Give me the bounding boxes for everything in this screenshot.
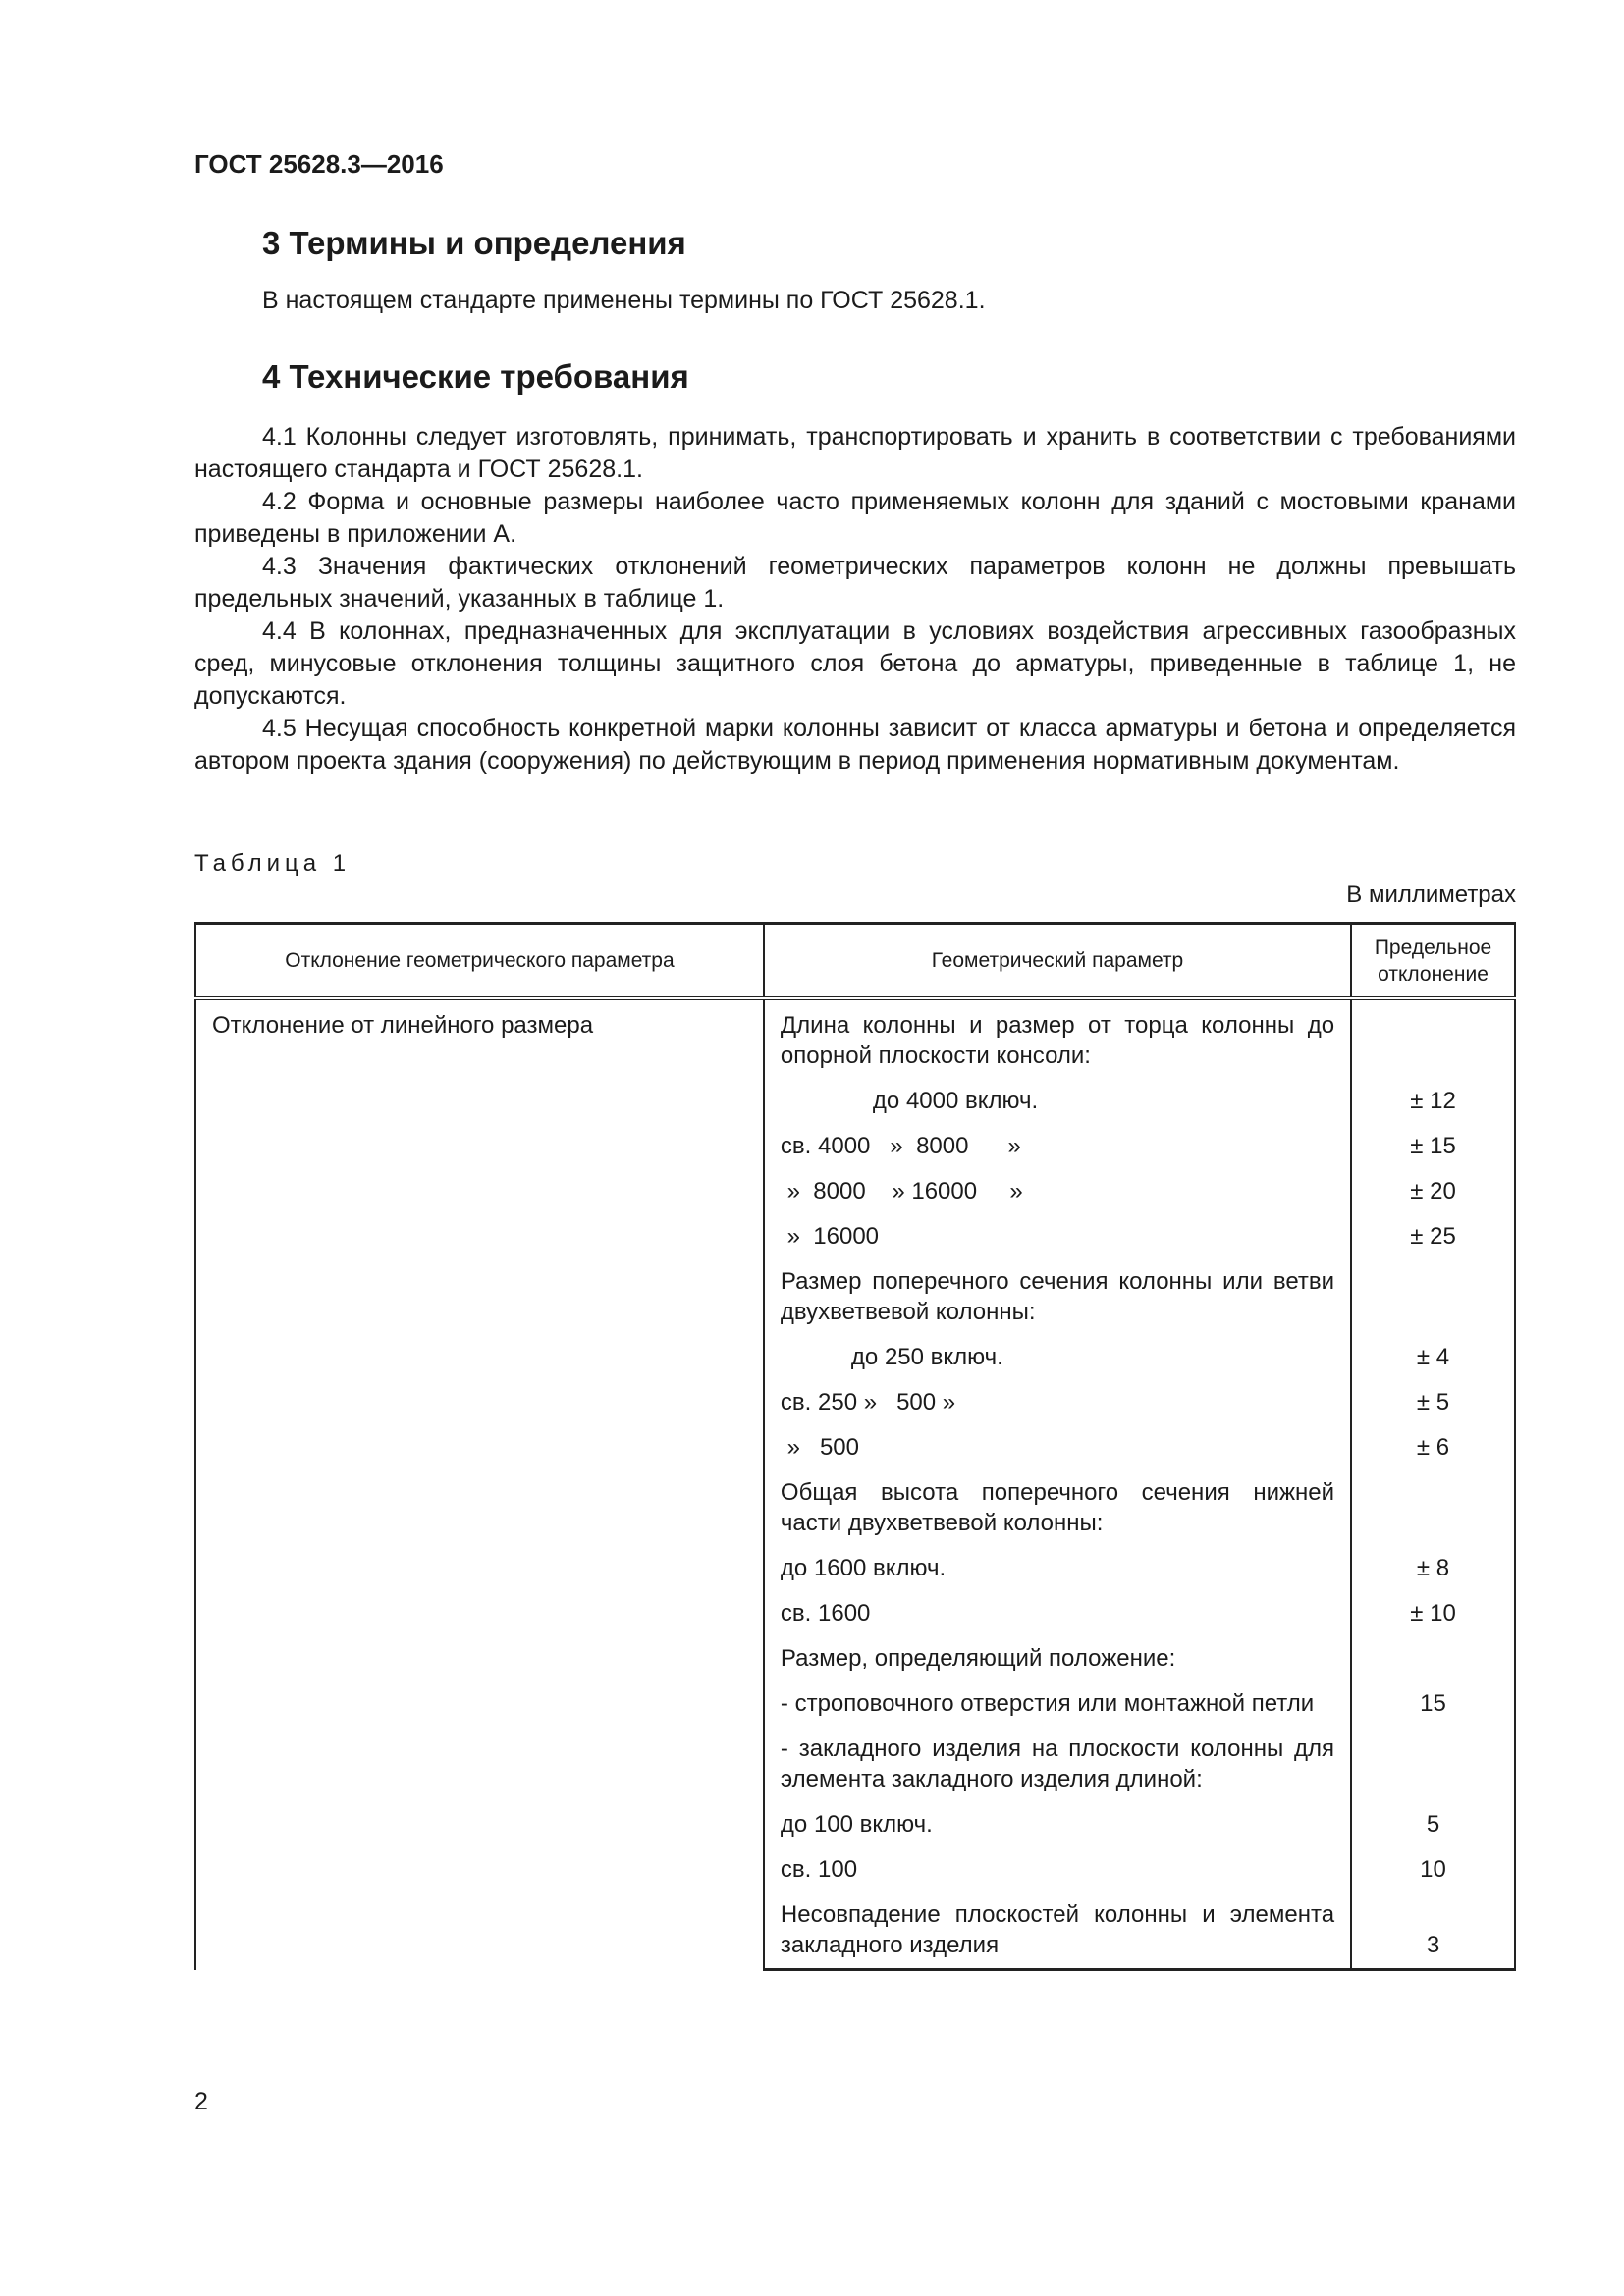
limit-cell: 15: [1351, 1682, 1515, 1727]
limit-cell: ± 4: [1351, 1335, 1515, 1380]
parameter-cell: до 1600 включ.: [764, 1546, 1351, 1591]
limit-cell: ± 15: [1351, 1124, 1515, 1169]
limit-cell: 3: [1351, 1893, 1515, 1970]
limit-cell: [1351, 1727, 1515, 1802]
tolerance-table: [194, 922, 1516, 1971]
parameter-cell: - строповочного отверстия или монтажной петли: [764, 1682, 1351, 1727]
table-header-row: [195, 924, 1515, 999]
parameter-cell: Длина колонны и размер от торца колонны до опорной плоскости консоли:: [764, 998, 1351, 1079]
limit-cell: ± 5: [1351, 1380, 1515, 1425]
section-3-text: В настоящем стандарте применены термины по ГОСТ 25628.1.: [262, 287, 986, 314]
document-code: ГОСТ 25628.3—2016: [194, 149, 444, 179]
parameter-cell: св. 100: [764, 1847, 1351, 1893]
table-units: В миллиметрах: [1346, 881, 1516, 908]
limit-cell: 5: [1351, 1802, 1515, 1847]
limit-cell: [1351, 1470, 1515, 1546]
parameter-cell: Несовпадение плоскостей колонны и элемента закладного изделия: [764, 1893, 1351, 1970]
limit-cell: [1351, 1636, 1515, 1682]
header-deviation: Отклонение геометрического параметра: [195, 924, 764, 999]
parameter-cell: » 8000 » 16000 »: [764, 1169, 1351, 1214]
table-caption: Таблица 1: [194, 850, 352, 877]
limit-cell: ± 20: [1351, 1169, 1515, 1214]
parameter-cell: » 16000: [764, 1214, 1351, 1259]
parameter-cell: Общая высота поперечного сечения нижней части двухветвевой колонны:: [764, 1470, 1351, 1546]
parameter-cell: св. 4000 » 8000 »: [764, 1124, 1351, 1169]
paragraph-4-4: 4.4 В колоннах, предназначенных для эксплуатации в условиях воздействия агрессивных газообразных сред, минусовые отклонения толщины защитного слоя бетона до арматуры, приведенные в таблице 1, не допускаются.: [194, 617, 1516, 710]
limit-cell: [1351, 1259, 1515, 1335]
table-body: [195, 998, 1515, 1970]
page-number: 2: [194, 2088, 208, 2115]
parameter-cell: Размер, определяющий положение:: [764, 1636, 1351, 1682]
paragraph-4-3: 4.3 Значения фактических отклонений геометрических параметров колонн не должны превышать предельных значений, указанных в таблице 1.: [194, 553, 1516, 613]
limit-cell: ± 10: [1351, 1591, 1515, 1636]
section-4-title: 4 Технические требования: [262, 358, 689, 395]
parameter-cell: » 500: [764, 1425, 1351, 1470]
parameter-cell: св. 1600: [764, 1591, 1351, 1636]
limit-cell: ± 25: [1351, 1214, 1515, 1259]
limit-cell: [1351, 998, 1515, 1079]
parameter-cell: Размер поперечного сечения колонны или ветви двухветвевой колонны:: [764, 1259, 1351, 1335]
parameter-cell: до 100 включ.: [764, 1802, 1351, 1847]
parameter-cell: до 250 включ.: [764, 1335, 1351, 1380]
paragraph-4-2: 4.2 Форма и основные размеры наиболее часто применяемых колонн для зданий с мостовыми кранами приведены в приложении А.: [194, 488, 1516, 548]
header-parameter: Геометрический параметр: [764, 924, 1351, 999]
limit-cell: 10: [1351, 1847, 1515, 1893]
paragraph-4-1: 4.1 Колонны следует изготовлять, принимать, транспортировать и хранить в соответствии с требованиями настоящего стандарта и ГОСТ 25628.1.: [194, 423, 1516, 483]
section-3-title: 3 Термины и определения: [262, 225, 686, 261]
table-row: [195, 998, 1515, 1079]
parameter-cell: - закладного изделия на плоскости колонны для элемента закладного изделия длиной:: [764, 1727, 1351, 1802]
limit-cell: ± 12: [1351, 1079, 1515, 1124]
header-limit: Предельное отклонение: [1351, 924, 1515, 999]
parameter-cell: св. 250 » 500 »: [764, 1380, 1351, 1425]
deviation-name-cell: Отклонение от линейного размера: [195, 998, 764, 1970]
paragraph-4-5: 4.5 Несущая способность конкретной марки колонны зависит от класса арматуры и бетона и определяется автором проекта здания (сооружения) по действующим в период применения нормативным документам.: [194, 715, 1516, 774]
limit-cell: ± 6: [1351, 1425, 1515, 1470]
section-4-body: [194, 421, 1516, 777]
parameter-cell: до 4000 включ.: [764, 1079, 1351, 1124]
limit-cell: ± 8: [1351, 1546, 1515, 1591]
